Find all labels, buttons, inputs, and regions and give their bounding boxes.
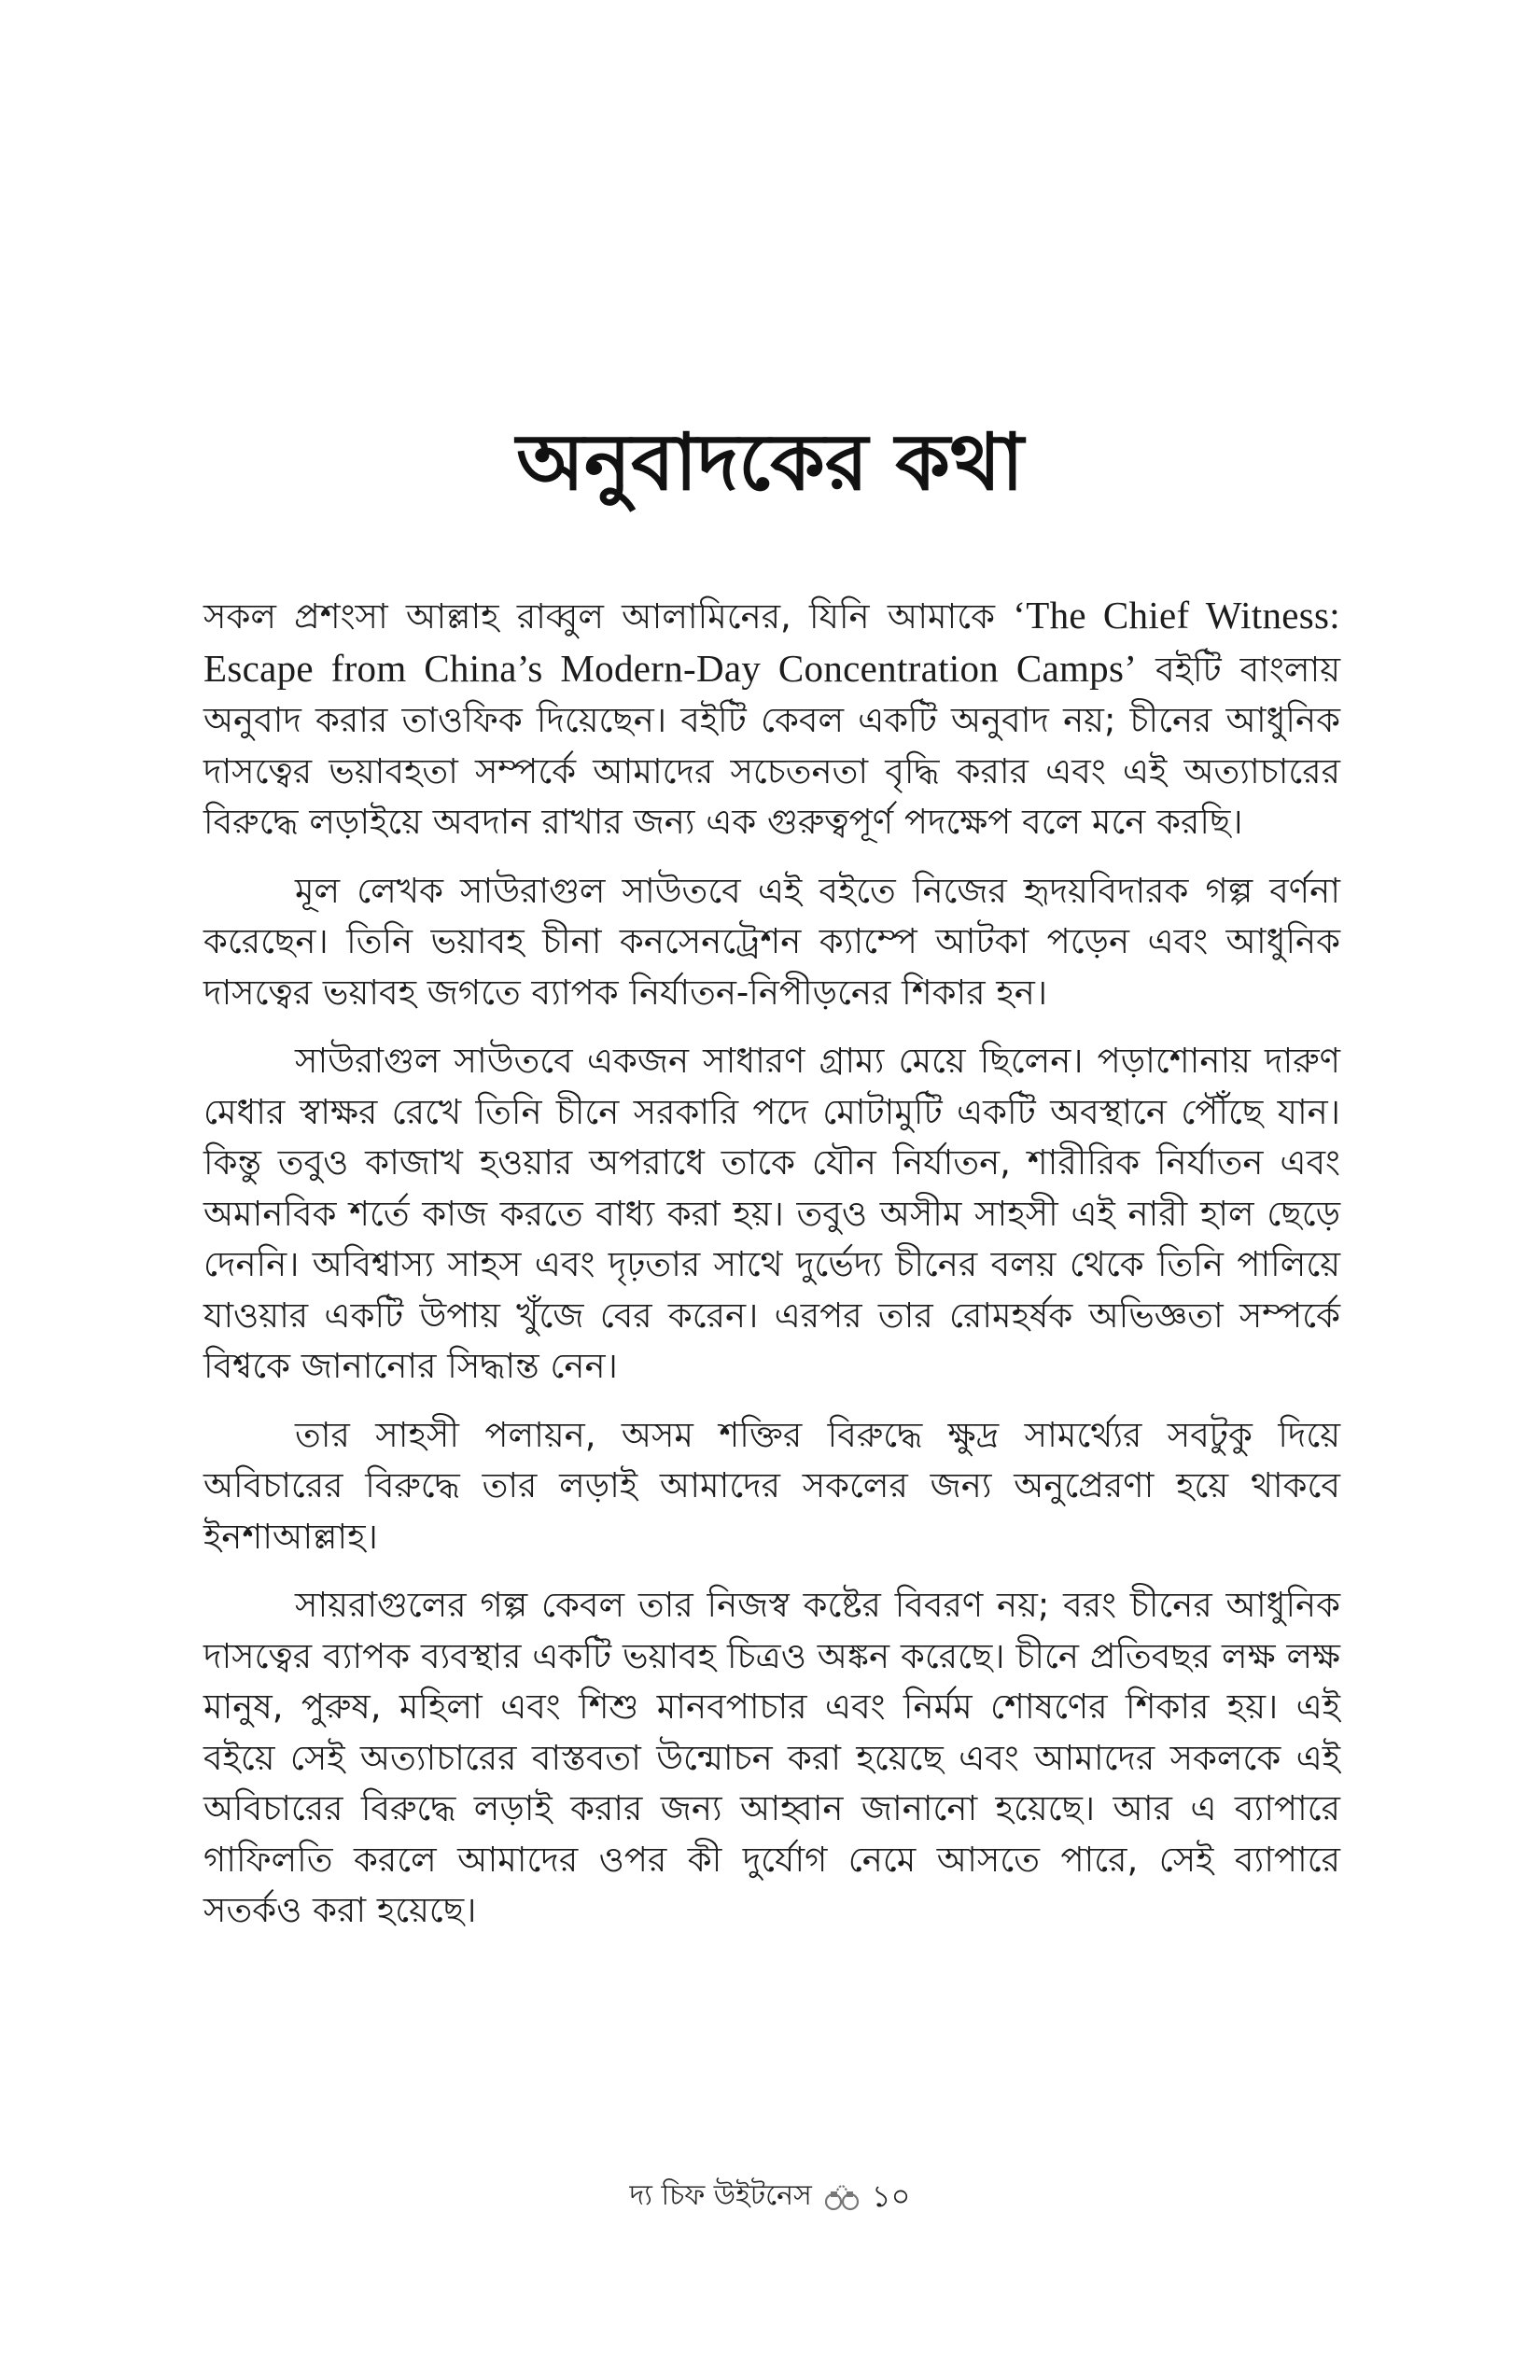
page-footer bbox=[0, 2173, 1540, 2219]
paragraph-5: সায়রাগুলের গল্প কেবল তার নিজস্ব কষ্টের বিবরণ নয়; বরং চীনের আধুনিক দাসত্বের ব্যাপক ব্যবস্থার একটি ভয়াবহ চিত্রও অঙ্কন করেছে। চীনে প্রতিবছর লক্ষ লক্ষ মানুষ, পুরুষ, মহিলা এবং শিশু মানবপাচার এবং নির্মম শোষণের শিকার হয়। এই বইয়ে সেই অত্যাচারের বাস্তবতা উন্মোচন করা হয়েছে এবং আমাদের সকলকে এই অবিচারের বিরুদ্ধে লড়াই করার জন্য আহ্বান জানানো হয়েছে। আর এ ব্যাপারে গাফিলতি করলে আমাদের ওপর কী দুর্যোগ নেমে আসতে পারে, সেই ব্যাপারে সতর্কও করা হয়েছে। bbox=[203, 1585, 1340, 1930]
paragraph-1-part-3: বইটি বাংলায় অনুবাদ করার তাওফিক দিয়েছেন। বইটি কেবল একটি অনুবাদ নয়; চীনের আধুনিক দাসত্বের ভয়াবহতা সম্পর্কে আমাদের সচেতনতা বৃদ্ধি করার এবং এই অত্যাচারের বিরুদ্ধে লড়াইয়ে অবদান রাখার জন্য এক গুরুত্বপূর্ণ পদক্ষেপ বলে মনে করছি। bbox=[203, 649, 1341, 842]
page-title: অনুবাদকের কথা bbox=[516, 416, 1024, 508]
running-book-title: দ্য চিফ উইটনেস bbox=[629, 2179, 812, 2212]
paragraph-4: তার সাহসী পলায়ন, অসম শক্তির বিরুদ্ধে ক্ষুদ্র সামর্থ্যের সবটুকু দিয়ে অবিচারের বিরুদ্ধে তার লড়াই আমাদের সকলের জন্য অনুপ্রেরণা হয়ে থাকবে ইনশাআল্লাহ। bbox=[203, 1414, 1340, 1557]
paragraph-1 bbox=[203, 590, 1340, 848]
book-title-english: ‘The Chief Witness: Escape from China’s Modern-Day Concentration Camps’ bbox=[203, 594, 1340, 690]
body-text bbox=[203, 590, 1340, 1954]
paragraph-2: মূল লেখক সাউরাগুল সাউতবে এই বইতে নিজের হৃদয়বিদারক গল্প বর্ণনা করেছেন। তিনি ভয়াবহ চীনা কনসেনট্রেশন ক্যাম্পে আটকা পড়েন এবং আধুনিক দাসত্বের ভয়াবহ জগতে ব্যাপক নির্যাতন-নিপীড়নের শিকার হন। bbox=[203, 870, 1340, 1013]
paragraph-1-part-1: সকল প্রশংসা আল্লাহ রাব্বুল আলামিনের, যিনি আমাকে bbox=[203, 596, 1014, 637]
handcuffs-icon bbox=[823, 2179, 861, 2213]
page-number: ১০ bbox=[871, 2178, 911, 2214]
paragraph-3: সাউরাগুল সাউতবে একজন সাধারণ গ্রাম্য মেয়ে ছিলেন। পড়াশোনায় দারুণ মেধার স্বাক্ষর রেখে তিনি চীনে সরকারি পদে মোটামুটি একটি অবস্থানে পৌঁছে যান। কিন্তু তবুও কাজাখ হওয়ার অপরাধে তাকে যৌন নির্যাতন, শারীরিক নির্যাতন এবং অমানবিক শর্তে কাজ করতে বাধ্য করা হয়। তবুও অসীম সাহসী এই নারী হাল ছেড়ে দেননি। অবিশ্বাস্য সাহস এবং দৃঢ়তার সাথে দুর্ভেদ্য চীনের বলয় থেকে তিনি পালিয়ে যাওয়ার একটি উপায় খুঁজে বের করেন। এরপর তার রোমহর্ষক অভিজ্ঞতা সম্পর্কে বিশ্বকে জানানোর সিদ্ধান্ত নেন। bbox=[203, 1041, 1340, 1386]
